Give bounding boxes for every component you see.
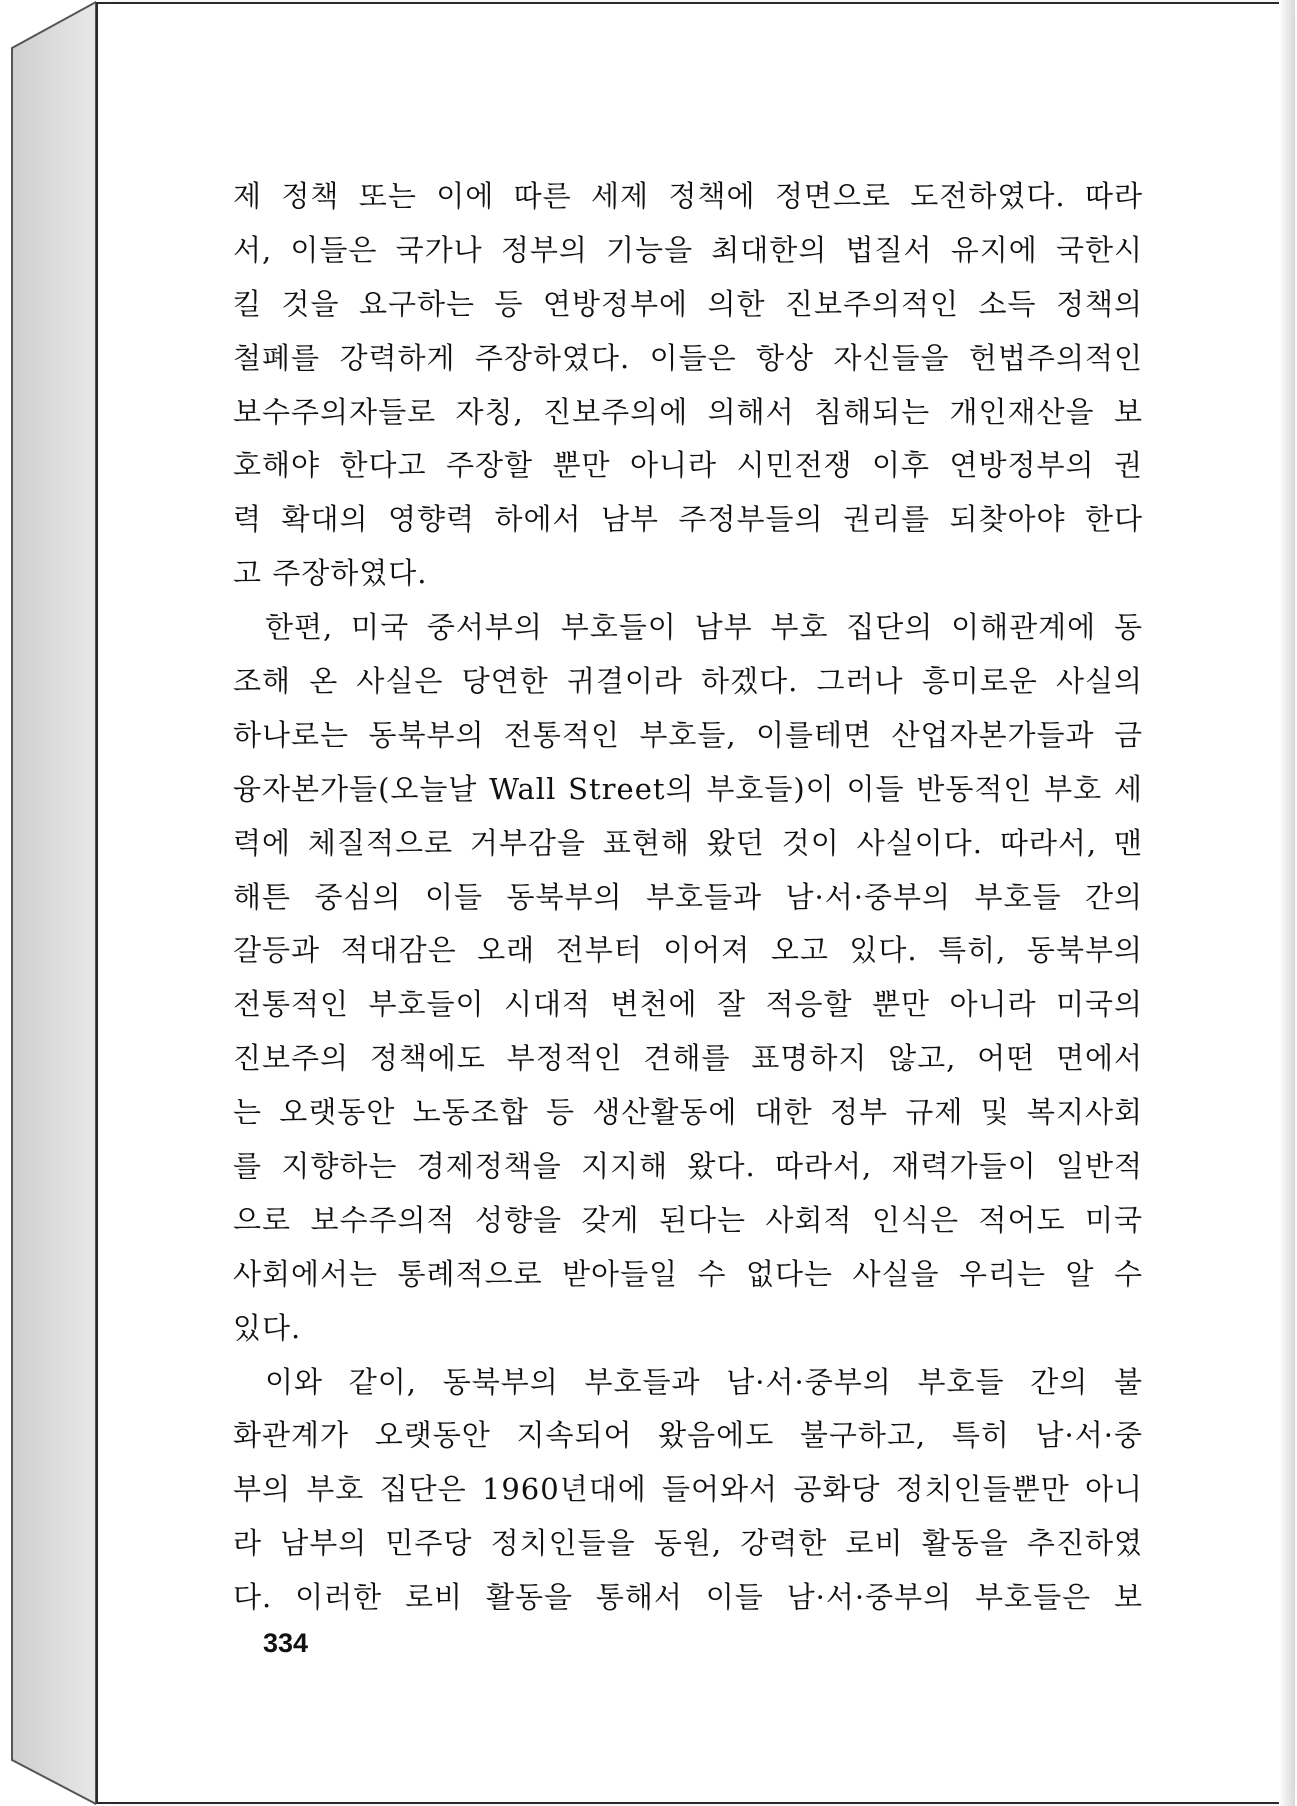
text-line: 해튼 중심의 이들 동북부의 부호들과 남·서·중부의 부호들 간의 <box>233 879 1143 914</box>
paragraph-start-line: 이와 같이, 동북부의 부호들과 남·서·중부의 부호들 간의 불 <box>265 1364 1143 1399</box>
text-line: 갈등과 적대감은 오래 전부터 이어져 오고 있다. 특히, 동북부의 <box>233 933 1143 968</box>
text-line: 전통적인 부호들이 시대적 변천에 잘 적응할 뿐만 아니라 미국의 <box>233 987 1143 1022</box>
text-line: 있다. <box>233 1310 302 1345</box>
book-spine <box>0 0 96 1806</box>
text-line: 다. 이러한 로비 활동을 통해서 이들 남·서·중부의 부호들은 보 <box>233 1580 1143 1615</box>
page-edge-shadow <box>1279 0 1295 1806</box>
text-line: 서, 이들은 국가나 정부의 기능을 최대한의 법질서 유지에 국한시 <box>233 232 1143 267</box>
text-line: 를 지향하는 경제정책을 지지해 왔다. 따라서, 재력가들이 일반적 <box>233 1149 1143 1184</box>
text-line: 사회에서는 통례적으로 받아들일 수 없다는 사실을 우리는 알 수 <box>233 1256 1143 1291</box>
text-line: 보수주의자들로 자칭, 진보주의에 의해서 침해되는 개인재산을 보 <box>233 394 1143 429</box>
text-line: 고 주장하였다. <box>233 556 428 591</box>
text-line: 라 남부의 민주당 정치인들을 동원, 강력한 로비 활동을 추진하였 <box>233 1526 1143 1561</box>
text-line: 는 오랫동안 노동조합 등 생산활동에 대한 정부 규제 및 복지사회 <box>233 1095 1143 1130</box>
text-line: 융자본가들(오늘날 Wall Street의 부호들)이 이들 반동적인 부호 세 <box>233 771 1143 806</box>
body-text <box>233 170 1143 1625</box>
text-line: 력에 체질적으로 거부감을 표현해 왔던 것이 사실이다. 따라서, 맨 <box>233 825 1143 860</box>
text-line: 호해야 한다고 주장할 뿐만 아니라 시민전쟁 이후 연방정부의 권 <box>233 448 1143 483</box>
text-line: 조해 온 사실은 당연한 귀결이라 하겠다. 그러나 흥미로운 사실의 <box>233 664 1143 699</box>
text-line: 하나로는 동북부의 전통적인 부호들, 이를테면 산업자본가들과 금 <box>233 717 1143 752</box>
text-line: 으로 보수주의적 성향을 갖게 된다는 사회적 인식은 적어도 미국 <box>233 1202 1143 1237</box>
text-line: 제 정책 또는 이에 따른 세제 정책에 정면으로 도전하였다. 따라 <box>233 179 1143 213</box>
text-line: 킬 것을 요구하는 등 연방정부에 의한 진보주의적인 소득 정책의 <box>233 286 1143 321</box>
page-number: 334 <box>263 1628 309 1658</box>
text-line: 부의 부호 집단은 1960년대에 들어와서 공화당 정치인들뿐만 아니 <box>233 1472 1143 1507</box>
paragraph-start-line: 한편, 미국 중서부의 부호들이 남부 부호 집단의 이해관계에 동 <box>265 610 1143 645</box>
text-line: 화관계가 오랫동안 지속되어 왔음에도 불구하고, 특히 남·서·중 <box>233 1418 1143 1453</box>
text-line: 진보주의 정책에도 부정적인 견해를 표명하지 않고, 어떤 면에서 <box>233 1041 1143 1076</box>
text-line: 철폐를 강력하게 주장하였다. 이들은 항상 자신들을 헌법주의적인 <box>233 340 1143 375</box>
text-line: 력 확대의 영향력 하에서 남부 주정부들의 권리를 되찾아야 한다 <box>233 502 1143 537</box>
